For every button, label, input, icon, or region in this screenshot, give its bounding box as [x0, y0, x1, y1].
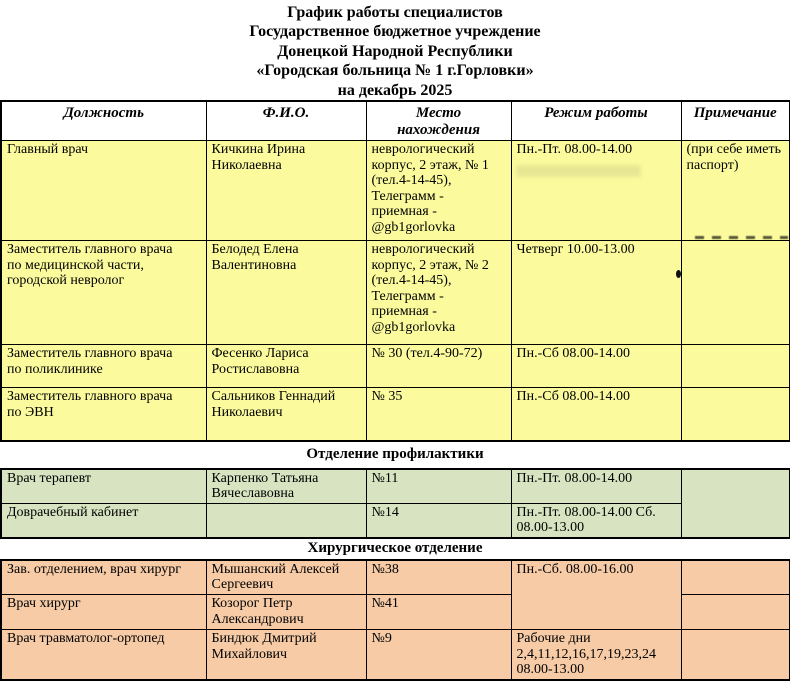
position-cell: Зав. отделением, врач хирург: [1, 560, 206, 595]
title-line: График работы специалистов: [287, 4, 503, 21]
note-cell: [681, 345, 790, 388]
schedule-cell: Пн.-Сб 08.00-14.00: [511, 345, 681, 388]
document-title: [0, 0, 790, 100]
location-cell: №11: [366, 469, 511, 504]
table-row: [1, 241, 790, 345]
table-row: [1, 345, 790, 388]
table-row: [1, 388, 790, 441]
note-cell: [681, 241, 790, 345]
position-cell: Заместитель главного врача по медицинской части, городской невролог: [1, 241, 206, 345]
position-cell: Врач терапевт: [1, 469, 206, 504]
col-header-location: Место нахождения: [366, 101, 511, 141]
table-row: [1, 141, 790, 241]
position-cell: Заместитель главного врача по поликлинике: [1, 345, 206, 388]
schedule-cell: Пн.-Сб. 08.00-16.00: [511, 560, 681, 630]
location-cell: неврологический корпус, 2 этаж, № 1 (тел.4-14-45), Телеграмм - приемная - @gb1gorlovka: [366, 141, 511, 241]
schedule-cell: Рабочие дни 2,4,11,12,16,17,19,23,24 08.00-13.00: [511, 630, 681, 680]
schedule-cell: Пн.-Сб 08.00-14.00: [511, 388, 681, 441]
table-row: [1, 560, 790, 595]
position-cell: Заместитель главного врача по ЭВН: [1, 388, 206, 441]
name-cell: Биндюк Дмитрий Михайлович: [206, 630, 366, 680]
schedule-cell: Четверг 10.00-13.00: [511, 241, 681, 345]
name-cell: Карпенко Татьяна Вячеславовна: [206, 469, 366, 504]
section-title-prevention: Отделение профилактики: [0, 442, 790, 468]
note-cell: [681, 630, 790, 680]
schedule-cell: Пн.-Пт. 08.00-14.00 Сб. 08.00-13.00: [511, 503, 681, 538]
schedule-cell: Пн.-Пт. 08.00-14.00: [511, 141, 681, 241]
position-cell: Врач хирург: [1, 595, 206, 630]
title-line: Государственное бюджетное учреждение: [249, 23, 541, 41]
location-cell: №14: [366, 503, 511, 538]
note-cell: [681, 469, 790, 538]
col-header-note: Примечание: [681, 101, 790, 141]
name-cell: Мышанский Алексей Сергеевич: [206, 560, 366, 595]
name-cell: Белодед Елена Валентиновна: [206, 241, 366, 345]
name-cell: Кичкина Ирина Николаевна: [206, 141, 366, 241]
location-cell: №41: [366, 595, 511, 630]
table-header-row: [1, 101, 790, 141]
title-line: на декабрь 2025: [337, 81, 453, 99]
col-header-name: Ф.И.О.: [206, 101, 366, 141]
location-cell: неврологический корпус, 2 этаж, № 2 (тел.4-14-45), Телеграмм - приемная - @gb1gorlovka: [366, 241, 511, 345]
name-cell: Сальников Геннадий Николаевич: [206, 388, 366, 441]
section-title-surgery: Хирургическое отделение: [0, 539, 790, 559]
name-cell: Козорог Петр Александрович: [206, 595, 366, 630]
surgery-table: [0, 559, 790, 681]
title-line: «Городская больница № 1 г.Горловки»: [256, 62, 534, 80]
location-cell: № 30 (тел.4-90-72): [366, 345, 511, 388]
location-cell: № 35: [366, 388, 511, 441]
table-row: [1, 630, 790, 680]
note-cell: [681, 388, 790, 441]
note-cell: [681, 595, 790, 630]
location-cell: №38: [366, 560, 511, 595]
prevention-table: [0, 468, 790, 539]
table-row: [1, 503, 790, 538]
name-cell: [206, 503, 366, 538]
position-cell: Врач травматолог-ортопед: [1, 630, 206, 680]
location-cell: №9: [366, 630, 511, 680]
name-cell: Фесенко Лариса Ростиславовна: [206, 345, 366, 388]
position-cell: Главный врач: [1, 141, 206, 241]
note-cell: [681, 560, 790, 595]
schedule-cell: Пн.-Пт. 08.00-14.00: [511, 469, 681, 504]
col-header-schedule: Режим работы: [511, 101, 681, 141]
col-header-position: Должность: [1, 101, 206, 141]
note-cell: (при себе иметь паспорт): [681, 141, 790, 241]
table-row: [1, 469, 790, 504]
position-cell: Доврачебный кабинет: [1, 503, 206, 538]
title-line: Донецкой Народной Республики: [277, 42, 513, 60]
administration-table: [0, 100, 790, 442]
